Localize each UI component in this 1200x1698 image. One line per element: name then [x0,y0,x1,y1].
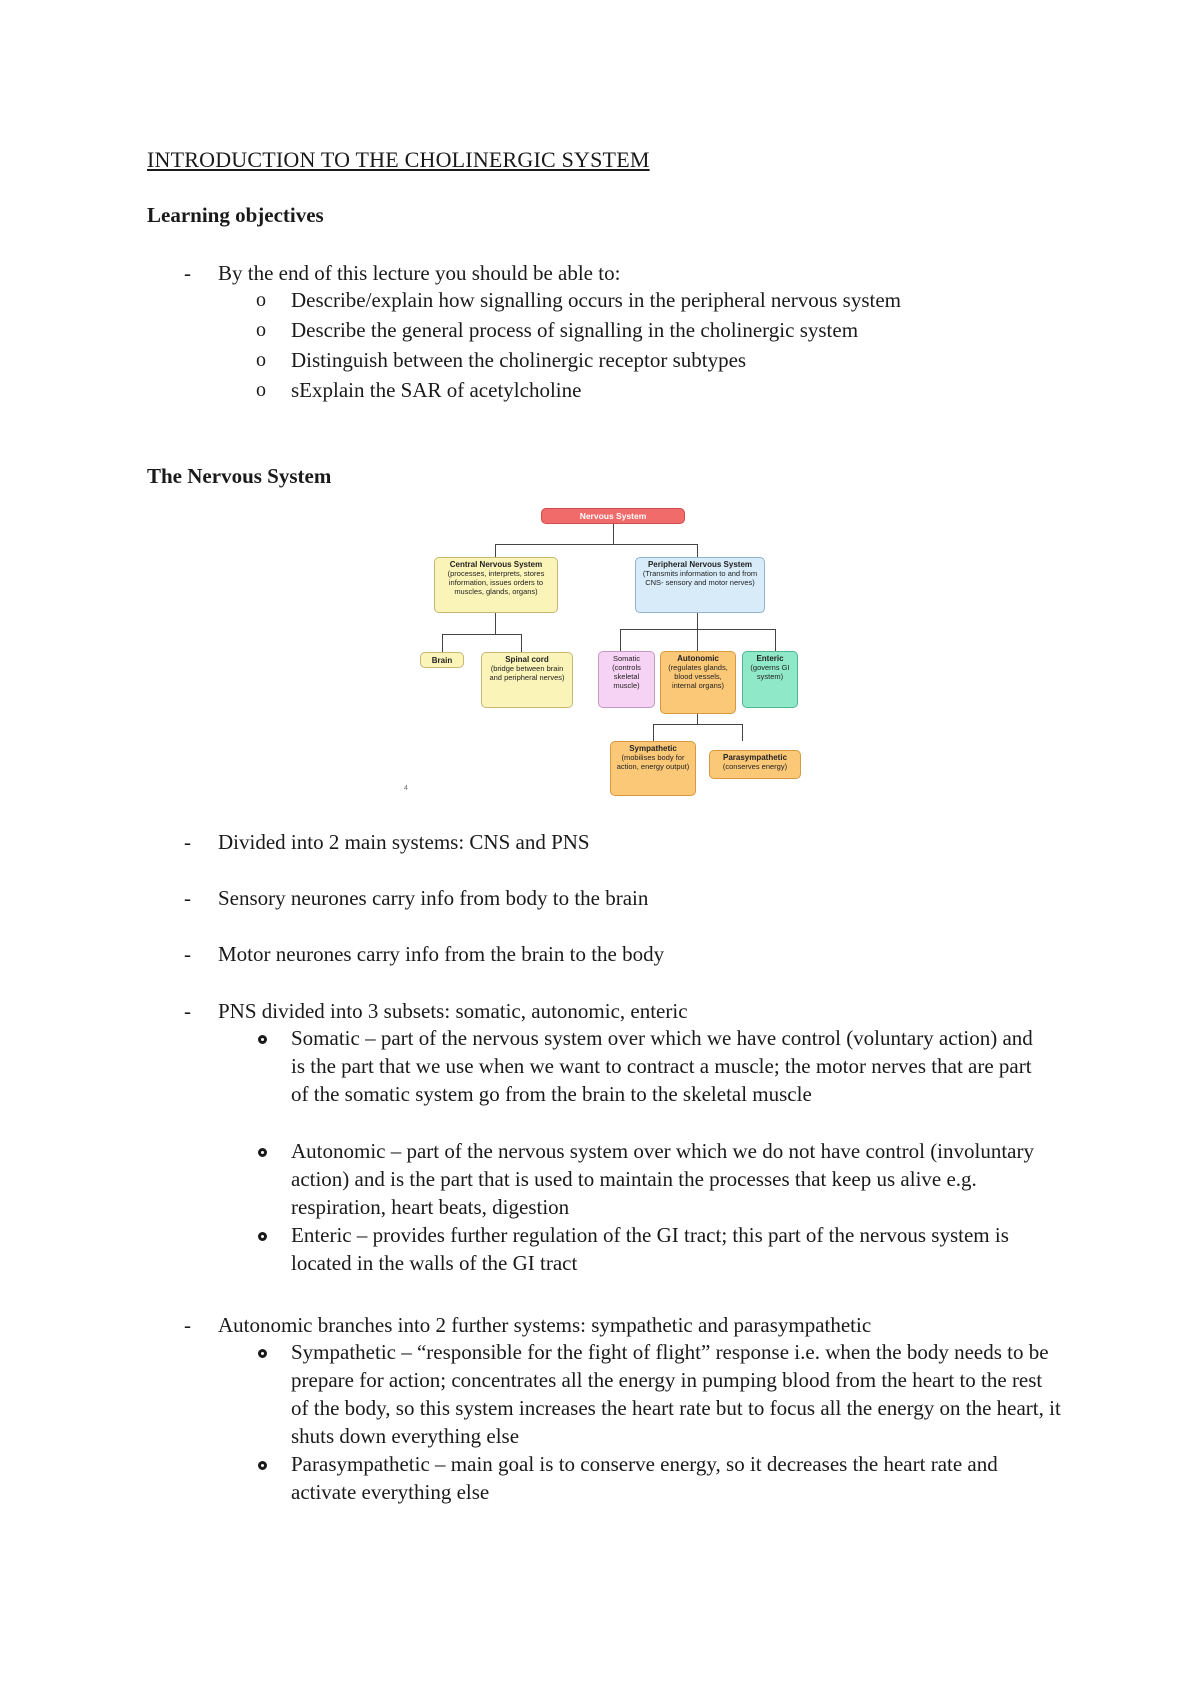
brain-node [420,652,464,668]
parasympathetic-desc: (conserves energy) [722,762,788,771]
connector [442,634,521,635]
enteric-desc: (governs GI system) [750,663,790,681]
spinal-cord-node [481,652,573,708]
brain-label: Brain [431,656,453,665]
dash-bullet: - [184,261,191,285]
connector [653,724,742,725]
nervous-system-node: Nervous System [541,508,685,524]
o-bullet: o [256,379,266,401]
point: Motor neurones carry info from the brain to the body [218,942,665,966]
pns-title: Peripheral Nervous System [647,560,753,569]
dash-bullet: - [184,942,191,966]
connector [653,724,654,741]
objective-item: Describe the general process of signalling in the cholinergic system [291,318,859,342]
circle-bullet [258,1232,267,1241]
enteric-node [742,651,798,708]
o-bullet: o [256,289,266,311]
somatic-node: Somatic (controls skeletal muscle) [598,651,655,708]
connector [495,544,697,545]
nervous-system-diagram [404,505,810,805]
autonomic-node [660,651,736,714]
sympathetic-title: Sympathetic [629,744,677,753]
o-bullet: o [256,349,266,371]
autonomic-title: Autonomic [677,654,719,663]
slide-number: 4 [404,785,408,792]
sympathetic-desc: (mobilises body for action, energy output) [616,753,690,771]
connector [620,629,621,651]
autonomic-point: Autonomic branches into 2 further systems: sympathetic and parasympathetic [218,1313,872,1337]
objective-item: Describe/explain how signalling occurs in the peripheral nervous system [291,288,902,312]
point: PNS divided into 3 subsets: somatic, autonomic, enteric [218,999,688,1023]
subset-somatic: Somatic – part of the nervous system over which we have control (voluntary action) and is the part that we use when we want to contract a muscle; the motor nerves that are part of the somatic system go from the brain to the skeletal muscle [291,1026,1033,1106]
sympathetic-node [610,741,696,796]
connector [495,613,496,634]
dash-bullet: - [184,886,191,910]
autonomic-desc: (regulates glands, blood vessels, internal organs) [668,663,728,690]
circle-bullet [258,1035,267,1044]
o-bullet: o [256,319,266,341]
connector [775,629,776,651]
cns-desc: (processes, interprets, stores information, issues orders to muscles, glands, organs) [447,569,545,596]
pns-node [635,557,765,613]
dash-bullet: - [184,999,191,1023]
connector [697,613,698,629]
point: Divided into 2 main systems: CNS and PNS [218,830,590,854]
sympathetic-text: Sympathetic – “responsible for the fight of flight” response i.e. when the body needs to be prepare for action; concentrates all the energy in pumping blood from the heart to the rest of the body, so this system increases the heart rate but to focus all the energy on the heart, it shuts down everything else [291,1340,1061,1448]
parasympathetic-text: Parasympathetic – main goal is to conserve energy, so it decreases the heart rate and activate everything else [291,1452,998,1504]
connector [613,522,614,544]
circle-bullet [258,1349,267,1358]
cns-node [434,557,558,613]
objectives-heading: Learning objectives [147,203,324,227]
connector [742,724,743,741]
objective-item: Distinguish between the cholinergic receptor subtypes [291,348,747,372]
parasympathetic-title: Parasympathetic [722,753,788,762]
parasympathetic-node [709,750,801,779]
dash-bullet: - [184,830,191,854]
page-title: INTRODUCTION TO THE CHOLINERGIC SYSTEM [147,147,650,172]
enteric-title: Enteric [756,654,784,663]
cns-title: Central Nervous System [449,560,543,569]
objective-item: sExplain the SAR of acetylcholine [291,378,582,402]
circle-bullet [258,1148,267,1157]
point: Sensory neurones carry info from body to the brain [218,886,649,910]
dash-bullet: - [184,1313,191,1337]
pns-desc: (Transmits information to and from CNS- sensory and motor nerves) [642,569,758,587]
nervous-system-heading: The Nervous System [147,464,332,488]
circle-bullet [258,1461,267,1470]
objectives-intro: By the end of this lecture you should be able to: [218,261,621,285]
subset-autonomic: Autonomic – part of the nervous system over which we do not have control (involuntary action) and is the part that is used to maintain the processes that keep us alive e.g. respiration, heart beats, digestion [291,1139,1034,1219]
spinal-title: Spinal cord [505,655,549,664]
connector [495,544,496,557]
connector [697,629,698,651]
spinal-desc: (bridge between brain and peripheral nerves) [489,664,565,682]
connector [697,544,698,557]
subset-enteric: Enteric – provides further regulation of the GI tract; this part of the nervous system is located in the walls of the GI tract [291,1223,1009,1275]
